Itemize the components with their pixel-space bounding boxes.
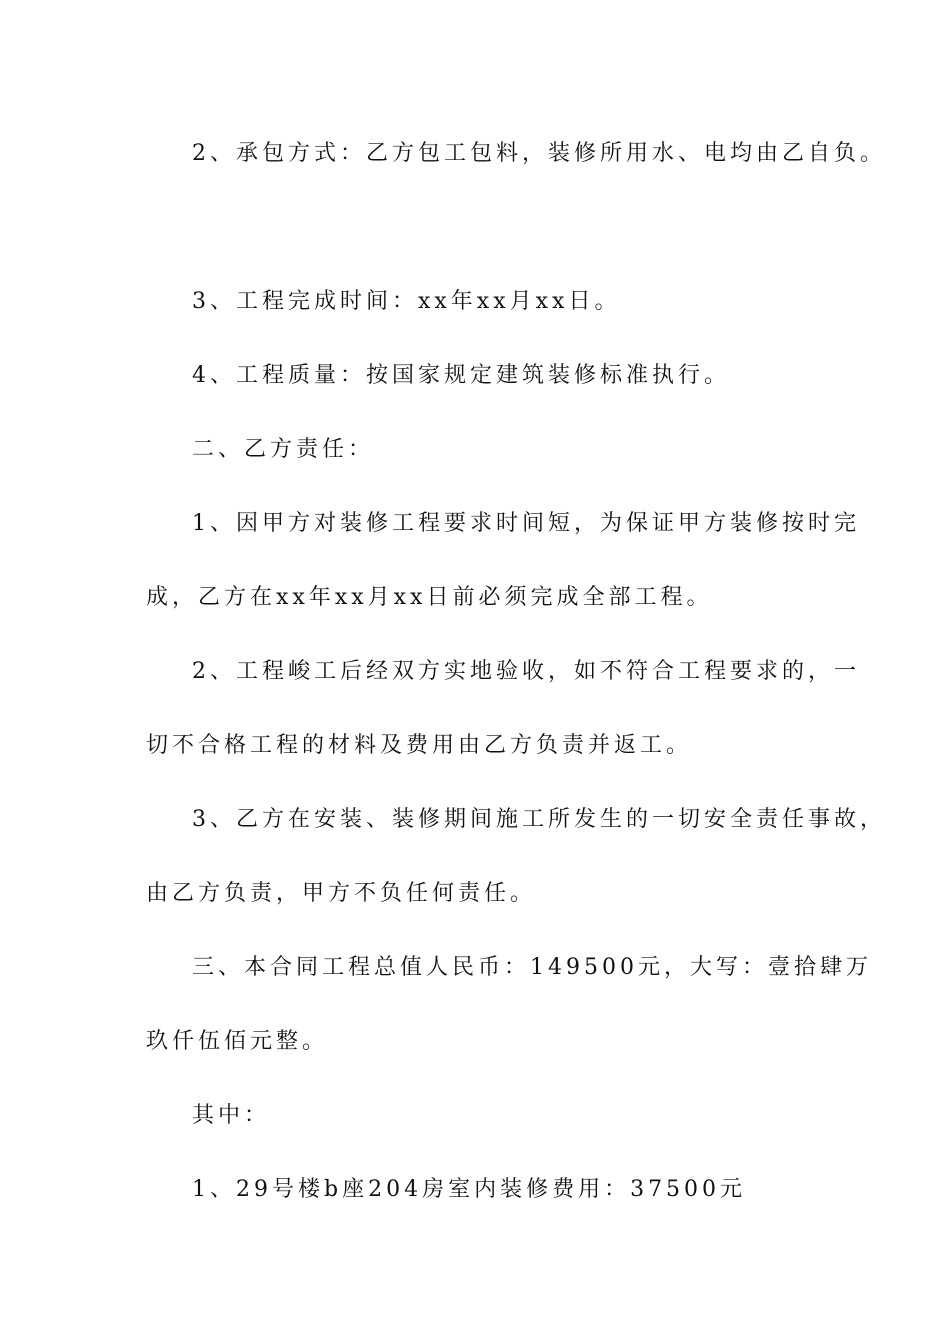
paragraph-line: 成，乙方在xx年xx月xx日前必须完成全部工程。 bbox=[146, 585, 713, 610]
paragraph-line: 玖仟伍佰元整。 bbox=[146, 1029, 329, 1054]
paragraph-line: 3、乙方在安装、装修期间施工所发生的一切安全责任事故， bbox=[192, 807, 886, 832]
paragraph-line: 1、因甲方对装修工程要求时间短，为保证甲方装修按时完 bbox=[192, 511, 860, 536]
section-heading-party-b: 二、乙方责任： bbox=[192, 437, 375, 462]
paragraph-line: 切不合格工程的材料及费用由乙方负责并返工。 bbox=[146, 733, 693, 758]
clause-quality: 4、工程质量：按国家规定建筑装修标准执行。 bbox=[192, 363, 730, 388]
cost-item: 1、29号楼b座204房室内装修费用：37500元 bbox=[192, 1177, 747, 1202]
clause-completion-time: 3、工程完成时间：xx年xx月xx日。 bbox=[192, 289, 621, 314]
paragraph-line: 2、工程峻工后经双方实地验收，如不符合工程要求的，一 bbox=[192, 659, 860, 684]
clause-contract-method: 2、承包方式：乙方包工包料，装修所用水、电均由乙自负。 bbox=[192, 141, 886, 166]
section-heading-total-value: 三、本合同工程总值人民币：149500元，大写：壹拾肆万 bbox=[192, 955, 872, 980]
paragraph-line: 由乙方负责，甲方不负任何责任。 bbox=[146, 881, 537, 906]
paragraph-line: 其中： bbox=[192, 1103, 271, 1128]
